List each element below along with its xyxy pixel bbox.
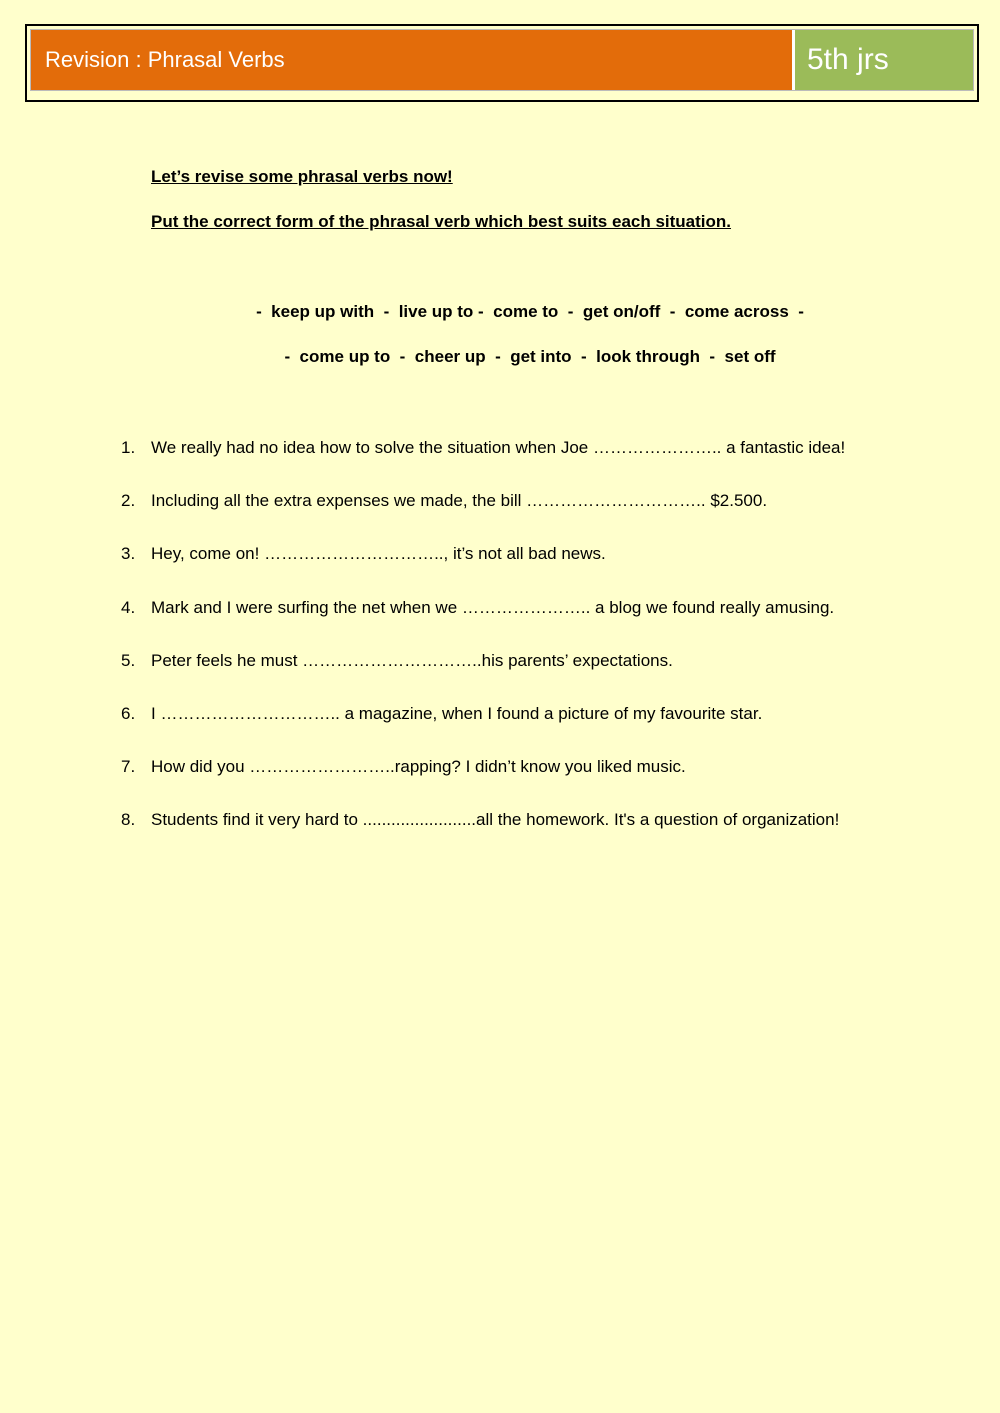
header-box: [25, 24, 979, 102]
exercise-number: 6.: [121, 703, 136, 723]
exercise-number: 5.: [121, 650, 136, 670]
instruction-task: Put the correct form of the phrasal verb which best suits each situation.: [151, 212, 732, 231]
exercise-item: [121, 808, 845, 832]
instructions: [151, 166, 731, 233]
header-bar: [30, 29, 974, 91]
exercise-text: Students find it very hard to ........................all the homework. It's a question of organization!: [151, 810, 840, 830]
exercise-text: Including all the extra expenses we made, the bill ………………………….. $2.500.: [151, 491, 768, 511]
exercise-number: 2.: [121, 491, 136, 511]
exercise-number: 4.: [121, 597, 136, 617]
worksheet-title: Revision : Phrasal Verbs: [31, 30, 795, 90]
instruction-intro: Let’s revise some phrasal verbs now!: [151, 167, 453, 186]
exercise-number: 1.: [121, 438, 136, 457]
level-label: 5th jrs: [795, 30, 973, 90]
exercise-item: [121, 702, 845, 726]
exercise-item: [121, 649, 845, 673]
exercise-text: Hey, come on! ………………………….., it’s not all bad news.: [151, 544, 606, 564]
exercise-number: 7.: [121, 757, 136, 777]
exercise-item: [121, 755, 845, 779]
exercise-list: [121, 436, 845, 862]
exercise-text: We really had no idea how to solve the situation when Joe ………………….. a fantastic idea!: [151, 438, 846, 457]
exercise-item: [121, 542, 845, 566]
exercise-text: I ………………………….. a magazine, when I found a picture of my favourite star.: [151, 703, 763, 723]
exercise-text: Peter feels he must …………………………..his parents’ expectations.: [151, 650, 673, 670]
exercise-item: [121, 596, 845, 620]
exercise-item: [121, 436, 845, 460]
word-bank-line-2: - come up to - cheer up - get into - look through - set off: [284, 347, 776, 366]
exercise-number: 3.: [121, 544, 136, 564]
exercise-text: How did you ……………………..rapping? I didn’t know you liked music.: [151, 757, 686, 777]
exercise-text: Mark and I were surfing the net when we ………………….. a blog we found really amusing.: [151, 597, 835, 617]
word-bank: [0, 300, 1000, 369]
exercise-item: [121, 489, 845, 513]
exercise-number: 8.: [121, 810, 136, 830]
word-bank-line-1: - keep up with - live up to - come to - get on/off - come across -: [256, 302, 804, 321]
